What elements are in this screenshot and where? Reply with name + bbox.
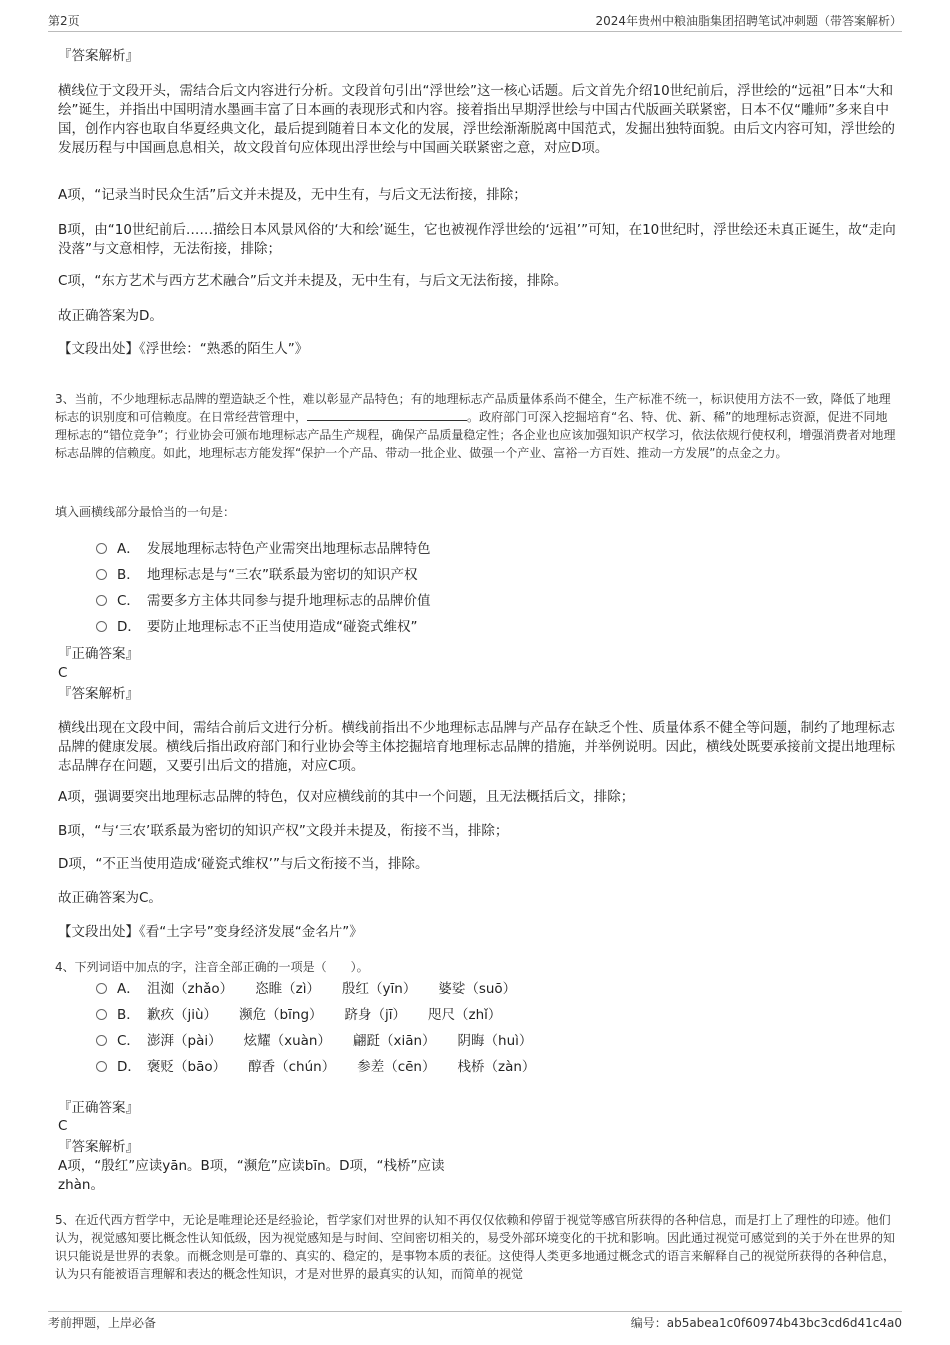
q2-analysis-text: 横线位于文段开头，需结合后文内容进行分析。文段首句引出“浮世绘”这一核心话题。后文首先介绍10世纪前后，浮世绘的“远祖”日本“大和绘”诞生，并指出中国明清水墨画丰富了日本画的表现形式和内容。接着指出早期浮世绘与中国古代版画关联紧密，日本不仅“雕师”多来自中国，创作内容也取自华夏经典文化，最后提到随着日本文化的发展，浮世绘渐渐脱离中国范式，发掘出独特面貌。由后文内容可知，浮世绘的发展历程与中国画息息相关，故文段首句应体现出浮世绘与中国画关联紧密之意，对应D项。 — [58, 83, 895, 156]
footer-code: 编号：ab5abea1c0f60974b43bc3cd6d41c4a0 — [630, 1316, 902, 1330]
q3-analysis-label: 『答案解析』 — [58, 686, 139, 702]
radio-icon[interactable] — [96, 1009, 107, 1020]
q2-option-a-note: A项，“记录当时民众生活”后文并未提及，无中生有，与后文无法衔接，排除； — [58, 187, 527, 203]
q4-option-d[interactable]: D． 褒贬（bāo） 醇香（chún） 参差（cēn） 栈桥（zàn） — [96, 1058, 557, 1076]
q4-analysis-line2: zhàn。 — [58, 1177, 104, 1193]
q5-stem: 5、在近代西方哲学中，无论是唯理论还是经验论，哲学家们对世界的认知不再仅仅依赖和停留于视觉等感官所获得的各种信息，而是打上了理性的印迹。他们认为，视觉感知要比概念性认知低级，因为视觉感知是与时间、空间密切相关的，易受外部环境变化的干扰和影响。因此通过视觉可感觉到的关于外在世界的知识只能说是世界的表象。而概念则是可靠的、真实的、稳定的，是事物本质的表征。这使得人类更多地通过概念式的语言来解释自己的视觉所获得的各种信息，认为只有能被语言理解和表达的概念性知识，才是对世界的最真实的认知，而简单的视觉 — [55, 1213, 896, 1281]
q2-analysis-label: 『答案解析』 — [58, 48, 139, 64]
q4-answer: C — [58, 1118, 68, 1134]
radio-icon[interactable] — [96, 1035, 107, 1046]
q2-source: 【文段出处】《浮世绘：“熟悉的陌生人”》 — [58, 341, 309, 357]
q3-option-b-note: B项，“与‘三农’联系最为密切的知识产权”文段并未提及，衔接不当，排除； — [58, 823, 509, 839]
document-title: 2024年贵州中粮油脂集团招聘笔试冲刺题（带答案解析） — [595, 14, 902, 28]
q4-stem: 4、下列词语中加点的字，注音全部正确的一项是（ ）。 — [55, 960, 369, 974]
q3-option-a[interactable]: A． 发展地理标志特色产业需突出地理标志品牌特色 — [96, 540, 431, 558]
q4-analysis-label: 『答案解析』 — [58, 1139, 139, 1155]
q3-option-d[interactable]: D． 要防止地理标志不正当使用造成“碰瓷式维权” — [96, 618, 418, 636]
q4-option-b[interactable]: B． 歉疚（jiù） 濒危（bīng） 跻身（jī） 咫尺（zhǐ） — [96, 1006, 523, 1024]
radio-icon[interactable] — [96, 1061, 107, 1072]
q3-answer: C — [58, 665, 68, 681]
page-number: 第2页 — [48, 14, 80, 28]
q3-option-a-note: A项，强调要突出地理标志品牌的特色，仅对应横线前的其中一个问题，且无法概括后文，排除； — [58, 789, 635, 805]
q3-option-d-note: D项，“不正当使用造成‘碰瓷式维权’”与后文衔接不当，排除。 — [58, 856, 429, 872]
q4-analysis-line1: A项，“殷红”应读yān。B项，“濒危”应读bīn。D项，“栈桥”应读 — [58, 1158, 445, 1174]
footer-divider — [48, 1311, 902, 1312]
q3-answer-label: 『正确答案』 — [58, 646, 139, 662]
radio-icon[interactable] — [96, 569, 107, 580]
q4-option-c[interactable]: C． 澎湃（pài） 炫耀（xuàn） 翩跹（xiān） 阴晦（huì） — [96, 1032, 554, 1050]
q2-option-c-note: C项，“东方艺术与西方艺术融合”后文并未提及，无中生有，与后文无法衔接，排除。 — [58, 273, 568, 289]
fill-blank — [307, 408, 467, 421]
q4-option-a[interactable]: A． 沮洳（zhǎo） 恣睢（zì） 殷红（yīn） 婆娑（suō） — [96, 980, 538, 998]
q2-conclusion: 故正确答案为D。 — [58, 308, 163, 324]
q3-analysis-text: 横线出现在文段中间，需结合前后文进行分析。横线前指出不少地理标志品牌与产品存在缺乏个性、质量体系不健全等问题，制约了地理标志品牌的健康发展。横线后指出政府部门和行业协会等主体挖掘培育地理标志品牌的措施，并举例说明。因此，横线处既要承接前文提出地理标志品牌存在问题，又要引出后文的措施，对应C项。 — [58, 720, 895, 774]
q3-option-b[interactable]: B． 地理标志是与“三农”联系最为密切的知识产权 — [96, 566, 418, 584]
radio-icon[interactable] — [96, 543, 107, 554]
radio-icon[interactable] — [96, 595, 107, 606]
footer-slogan: 考前押题，上岸必备 — [48, 1316, 157, 1330]
q3-option-c[interactable]: C． 需要多方主体共同参与提升地理标志的品牌价值 — [96, 592, 431, 610]
q3-source: 【文段出处】《看“土字号”变身经济发展“金名片”》 — [58, 924, 363, 940]
header-divider — [48, 31, 902, 32]
q3-stem: 3、当前，不少地理标志品牌的塑造缺乏个性，难以彰显产品特色；有的地理标志产品质量体系尚不健全，生产标准不统一，标识使用方法不一致，降低了地理标志的识别度和可信赖度。在日常经营管理中， 。政府部门可深入挖掘培育“名、特、优、新、稀”的地理标志资源，促进不同地理标志的“错位竞争”；行业协会可颁布地理标志产品生产规程，确保产品质量稳定性；各企业也应该加强知识产权学习，依法依规行使权利，增强消费者对地理标志品牌的信赖度。如此，地理标志方能发挥“保护一个产品、带动一批企业、做强一个产业、富裕一方百姓、推动一方发展”的点金之力。 — [55, 392, 896, 460]
q2-option-b-note: B项，由“10世纪前后……描绘日本风景风俗的‘大和绘’诞生，它也被视作浮世绘的‘远祖’”可知，在10世纪时，浮世绘还未真正诞生，故“走向没落”与文意相悖，无法衔接，排除； — [58, 222, 896, 257]
q4-answer-label: 『正确答案』 — [58, 1100, 139, 1116]
radio-icon[interactable] — [96, 983, 107, 994]
q3-prompt: 填入画横线部分最恰当的一句是： — [55, 505, 236, 519]
radio-icon[interactable] — [96, 621, 107, 632]
q3-conclusion: 故正确答案为C。 — [58, 890, 162, 906]
